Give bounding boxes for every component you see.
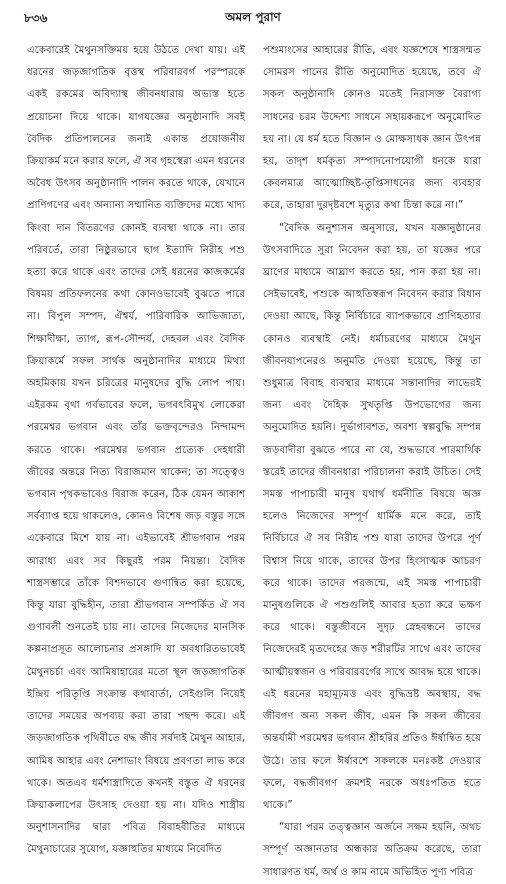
page-header — [0, 0, 506, 30]
right-column — [263, 40, 481, 878]
right-paragraph-1: পশুমাংসের আহারের রীতি, এবং যজ্ঞশেষে শাস্ত্রসম্মত সোমরস পানের রীতি অনুমোদিত হয়েছে, তবে ঐ সকল অনুষ্ঠানাদি কোনও মতেই নিরাসক্ত বৈরাগ্য সাধনের চরম উদ্দেশ্য সাধনে সহায়করূপে অনুমোদিত হয় না। যে ধর্ম হতে বিজ্ঞান ও মোক্ষসাধক জ্ঞান উৎপন্ন হয়, তাদৃশ ধর্মকৃত্য সম্পাদনোপযোগী ধনকে যারা কেবলমাত্র আত্মোচ্ছিষ্ট-তৃপ্তিসাধনের জন্য ব্যবহার করে, তাহারা দুরদৃষ্টবশে মৃত্যুর কথা চিন্তা করে না।” — [263, 45, 481, 212]
left-paragraph-1: একেবারেই মৈথুনসক্তিময় হয়ে উঠতে দেখা যায়। এই ধরনের জড়জাগতিক বৃত্তস্থ পরিবারবর্গ পরস্পরকে একই রকমের অবিদ্যাস্থ জীবনধারায় অভ্যস্ত হতে প্রয়োচনা দিয়ে থাকে। যাগযজ্ঞের অনুষ্ঠানাদি সবই বৈদিক প্রতিপালনের জন্যই একান্ত প্রয়োজনীয় ক্রিয়াকর্ম মনে করার ফলে, ঐ সব গৃহস্থেরা এমন ধরনের অবৈধ উৎসব অনুষ্ঠানাদি পালন করতে থাকে, যেখানে প্রাণিগণের এবং অন্যান্য সম্মানিত ব্যক্তিদের মধ্যে খাদ্য কিংবা দান বিতরণের কোনই ব্যবস্থা থাকে না। তার পরিবর্তে, তারা নিষ্ঠুরভাবে ছাগ ইত্যাদি নিরীহ পশু হত্যা করে থাকে এবং তাদের সেই ধরনের কাজকর্মের বিষময় প্রতিফলনের কথা কোনওভাবেই বুঝতে পারে না। বিপুল সম্পদ, ঐশ্বর্য, পারিবারিক আভিজাত্য, শিক্ষাদীক্ষা, ত্যাগ, রূপ-সৌন্দর্য, দেহবল এবং বৈদিক ক্রিয়াকর্মে সফল সার্থক অনুষ্ঠানাদির মাধ্যমে মিথ্যা অহমিকায় যখন চরিত্রের মানুষদের বুদ্ধি লোপ পায়। এইরকম বৃথা গর্বভাবের ফলে, ভগবৎবিমুখ লোকেরা পরমেশ্বর ভগবান এবং তাঁর ভক্তবৃন্দেরও নিন্দামন্দ করতে থাকে। পরমেশ্বর ভগবান প্রত্যেক দেহধারী জীবের অন্তরে নিত্য বিরাজমান থাকেন; তা সত্ত্বেও ভগবান পৃথকভাবেও বিরাজ করেন, ঠিক যেমন আকাশ সর্বব্যাপ্ত হয়ে থাকলেও, কোনও বিশেষ জড় বস্তুর সঙ্গে একেবারে মিশে যায় না। এইভাবেই শ্রীভগবান পরম আরাধ্য এবং সব কিছুরই পরম নিয়ন্তা। বৈদিক শাস্ত্রসম্ভারে তাঁকে বিশদভাবে গুণান্বিত করা হয়েছে, কিন্তু যারা বুদ্ধিহীন, তারা শ্রীভগবান সম্পর্কিত ঐ সব গুণাবলী শুনতেই চায় না। তাদের নিজেদের মানসিক কল্পনাপ্রসূত আলোচনার প্রসঙ্গাদি যা অবধারিতভাবেই মৈথুনচর্চা এবং আমিষাহারের মতো স্থূল জড়জাগতিক ইন্দ্রিয় পরিতৃপ্তি সংক্রান্ত কথাবার্তা, সেইগুলি নিয়েই তাদের সময়ের অপব্যয় করা তারা পছন্দ করে। এই জড়জাগতিক পৃথিবীতে বদ্ধ জীব সর্বদাই মৈথুন আহার, আমিষ আহার এবং নেশাভাং বিষয়ে প্রবণতা লাভ করে থাকে। অতএব ধর্মশাস্ত্রাদিতে কখনই বস্তুত ঐ ধরনের ক্রিয়াকলাপের উৎসাহ দেওয়া হয় না। যদিও শাস্ত্রীয় অনুশাসনাদির দ্বারা পবিত্র বিবাহবীতির মাধ্যমে মৈথুনাচারের সুযোগ, যজ্ঞাহুতির মাধ্যমে নিবেদিত — [27, 45, 245, 856]
left-column — [27, 40, 245, 856]
page-number: ৮৩৬ — [24, 11, 48, 25]
right-paragraph-3: “যারা পরম তত্ত্বজ্ঞান অর্জনে সক্ষম হয়নি, অথচ সম্পূর্ণ অজ্ঞানতার অন্ধকার অতিক্রম করেছে, তারা সাধারণত ধর্ম, অর্থ ও কাম নামে অভিহিত পূণ্য পবিত্র — [263, 822, 481, 878]
book-title: অমল পুরাণ — [225, 10, 281, 24]
right-paragraph-2: “বৈদিক অনুশাসন অনুসারে, যখন যজ্ঞানুষ্ঠানের উৎসবাদিতে সুরা নিবেদন করা হয়, তা যজ্ঞের পরে ঘ্রাণের মাধ্যমে আঘ্রাণ করতে হয়, পান করা হয় না। সেইভাবেই, পশুকে আহুতিস্বরূপ নিবেদন করার বিধান দেওয়া আছে, কিন্তু নির্বিচারে ব্যাপকভাবে প্রাণিহত্যার কোনও ব্যবস্থাই নেই। ধর্মাচরণের মাধ্যমে মৈথুন জীবনযাপনেরও অনুমতি দেওয়া হয়েছে, কিন্তু তা শুধুমাত্র বিবাহ ব্যবস্থার মাধ্যমে সন্তানাদির লাভেরই জন্য এবং দৈহিক সুখতৃপ্তি উপভোগের জন্য অনুমোদিত হয়নি। দুর্ভাগ্যবশত, অবশ্য স্বল্পবুদ্ধি সম্পন্ন জড়বাদীরা বুঝতে পারে না যে, শুদ্ধভাবে পারমার্থিক স্তরেই তাদের জীবনধারা পরিচালনা করাই উচিত। সেই সমস্ত পাপাচারী মানুষ যথার্থ ধর্মনীতি বিষয়ে অজ্ঞ হলেও নিজেদের সম্পূর্ণ ধার্মিক মনে করে, তাই নির্বিচারে ঐ সব নিরীহ পশু যারা তাদের উপরে পূর্ণ বিশ্বাস নিয়ে থাকে, তাদের উপর হিংসাত্মক আচরণ করে থাকে। তাদের পরজন্মে, এই সমস্ত পাপাচারী মানুষগুলিকে ঐ পশুগুলিই আবার হত্যা করে ভক্ষণ করে থাকে। বস্তুজীবনে সুদৃঢ় স্নেহবন্ধনে তাদের নিজেদেরই মৃতদেহের জড় শরীরটির সাথে এবং তাদের আত্মীয়স্বজন ও পরিবারবর্গের সাথে আবদ্ধ হয়ে থাকে। এই ধরনের মহামূঢ়মত্ত এবং বুদ্ধিভ্রষ্ট অবস্থায়, বদ্ধ জীবগণ অন্য সকল জীব, এমন কি সকল জীবের অন্তর্যামী পরমেশ্বর ভগবান শ্রীহরির প্রতিও ঈর্ষান্বিত হয়ে উঠে। তার ফলে ঈর্ষাবশে সকলকে মনঃকষ্ট দেওয়ার ফলে, বদ্ধজীবগণ ক্রমশই নরকে অধঃপতিত হতে থাকে।” — [263, 222, 481, 811]
